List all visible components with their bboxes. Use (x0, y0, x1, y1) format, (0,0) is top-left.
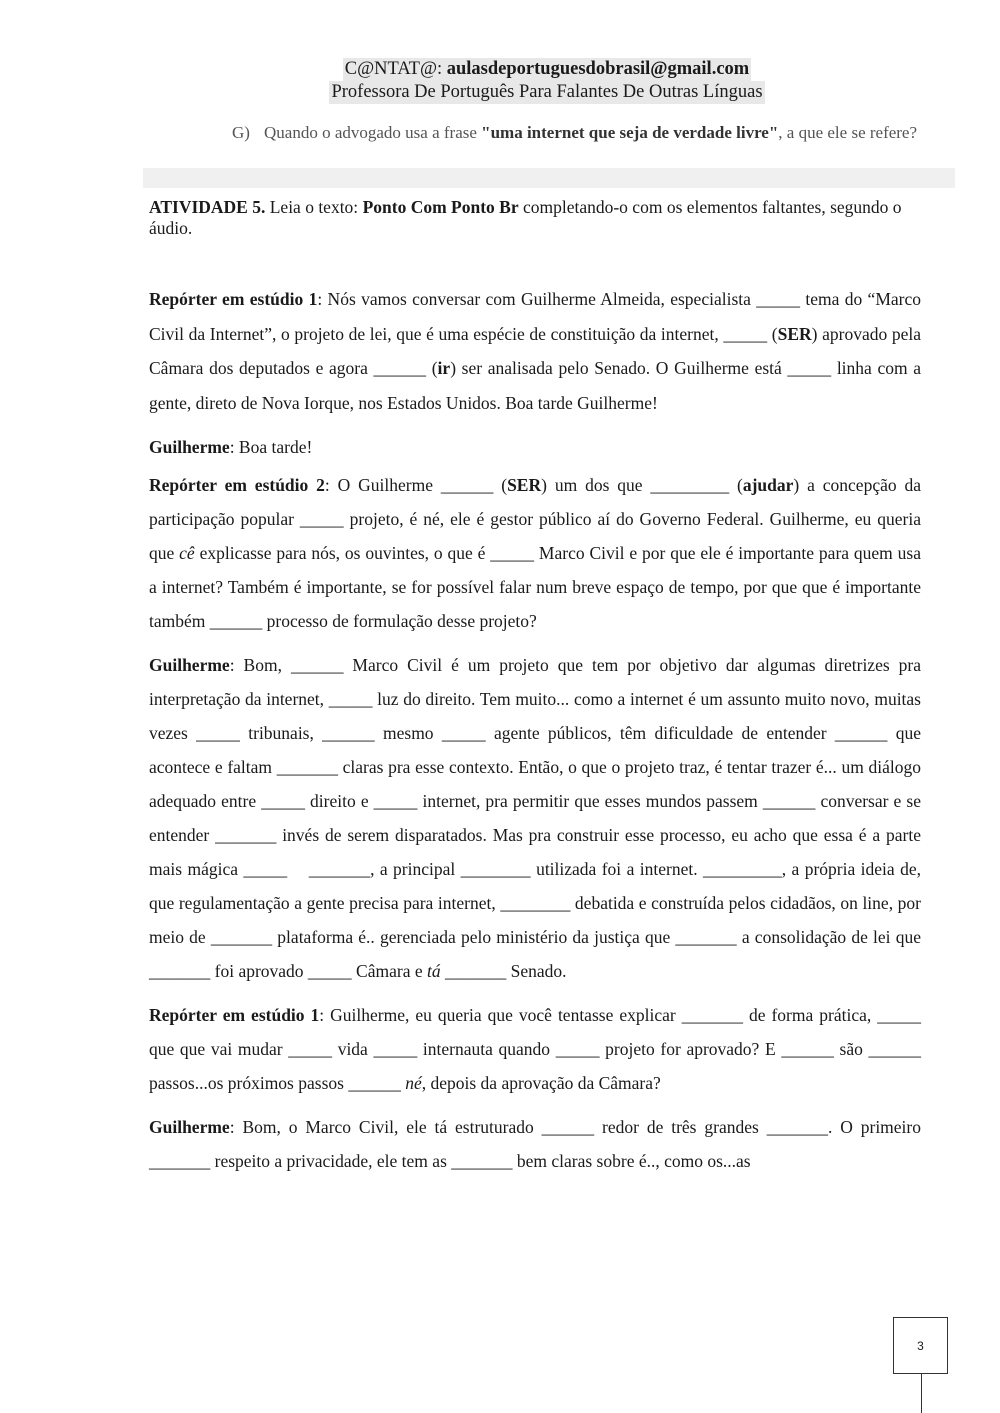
activity-heading (149, 197, 924, 239)
question-text-before: Quando o advogado usa a frase (264, 123, 482, 142)
dialogue-paragraph (149, 1110, 921, 1178)
speaker-name: Repórter em estúdio 1 (149, 1005, 320, 1025)
activity-title: Ponto Com Ponto Br (362, 197, 519, 217)
dialogue-paragraph (149, 648, 921, 988)
dialogue-paragraph (149, 282, 921, 420)
dialogue-paragraph (149, 998, 921, 1100)
speaker-name: Repórter em estúdio 1 (149, 289, 318, 309)
question-g (232, 122, 956, 143)
question-text-after: , a que ele se refere? (778, 123, 918, 142)
question-quote: "uma internet que seja de verdade livre" (481, 123, 779, 142)
contact-email: aulasdeportuguesdobrasil@gmail.com (446, 59, 750, 79)
dialogue-paragraph (149, 468, 921, 638)
contact-label: C@NTAT@: (344, 59, 447, 79)
dialogue-text: : Bom, ______ Marco Civil é um projeto que tem por objetivo dar algumas diretrizes pra interpretação da internet, _____ luz do direito. Tem muito... como a internet é um assunto muito novo, muitas vezes _____ tribunais, ______ mesmo _____ agente públicos, têm dificuldade de entender ______ que acontece e faltam _______ claras pra esse contexto. Então, o que o projeto traz, é tentar trazer é... um diálogo adequado entre _____ direito e _____ internet, pra permitir que esses mundos passem ______ conversar e se entender _______ invés de serem disparatados. Mas pra construir esse processo, eu acho que essa é a parte mais mágica _____ _______, a principal ________ utilizada foi a internet. _________, a própria ideia de, que regulamentação a gente precisa para internet, ________ debatida e construída pelos cidadãos, on line, por meio de _______ plataforma é.. gerenciada pelo ministério da justiça que _______ a consolidação de lei que _______ foi aprovado _____ Câmara e tá _______ Senado. (149, 655, 921, 981)
dialogue-paragraph (149, 430, 921, 464)
dialogue-text: : Guilherme, eu queria que você tentasse explicar _______ de forma prática, _____ que que vai mudar _____ vida _____ internauta quando _____ projeto for aprovado? E ______ são ______ passos...os próximos passos ______ né, depois da aprovação da Câmara? (149, 1005, 921, 1093)
page-number-rule (921, 1374, 922, 1413)
speaker-name: Guilherme (149, 655, 230, 675)
activity-intro: Leia o texto: (265, 197, 363, 217)
activity-rest: completando-o com os elementos faltantes, segundo o áudio. (149, 197, 902, 238)
page-number: 3 (893, 1317, 948, 1374)
activity-label: ATIVIDADE 5. (149, 197, 266, 217)
dialogue-text: : O Guilherme ______ (SER) um dos que _________ (ajudar) a concepção da participação popular _____ projeto, é né, ele é gestor público aí do Governo Federal. Guilherme, eu queria que cê explicasse para nós, os ouvintes, o que é _____ Marco Civil e por que ele é importante para quem usa a internet? Também é importante, se for possível falar num breve espaço de tempo, por que que é importante também ______ processo de formulação desse projeto? (149, 475, 921, 631)
dialogue-text: : Nós vamos conversar com Guilherme Almeida, especialista _____ tema do “Marco Civil da Internet”, o projeto de lei, que é uma espécie de constituição da internet, _____ (SER) aprovado pela Câmara dos deputados e agora ______ (ir) ser analisada pelo Senado. O Guilherme está _____ linha com a gente, direto de Nova Iorque, nos Estados Unidos. Boa tarde Guilherme! (149, 289, 922, 413)
page-header (0, 58, 1000, 104)
dialogue-text: : Bom, o Marco Civil, ele tá estruturado ______ redor de três grandes _______. O primeiro _______ respeito a privacidade, ele tem as _______ bem claras sobre é.., como os...as (149, 1117, 921, 1171)
contact-line (343, 58, 751, 81)
question-letter: G) (232, 123, 250, 142)
speaker-name: Guilherme (149, 437, 230, 457)
speaker-name: Guilherme (149, 1117, 230, 1137)
header-subtitle: Professora De Português Para Falantes De Outras Línguas (331, 82, 763, 102)
dialogue-text (149, 282, 921, 1188)
dialogue-text: : Boa tarde! (229, 437, 313, 457)
shaded-divider (143, 168, 955, 188)
speaker-name: Repórter em estúdio 2 (149, 475, 325, 495)
